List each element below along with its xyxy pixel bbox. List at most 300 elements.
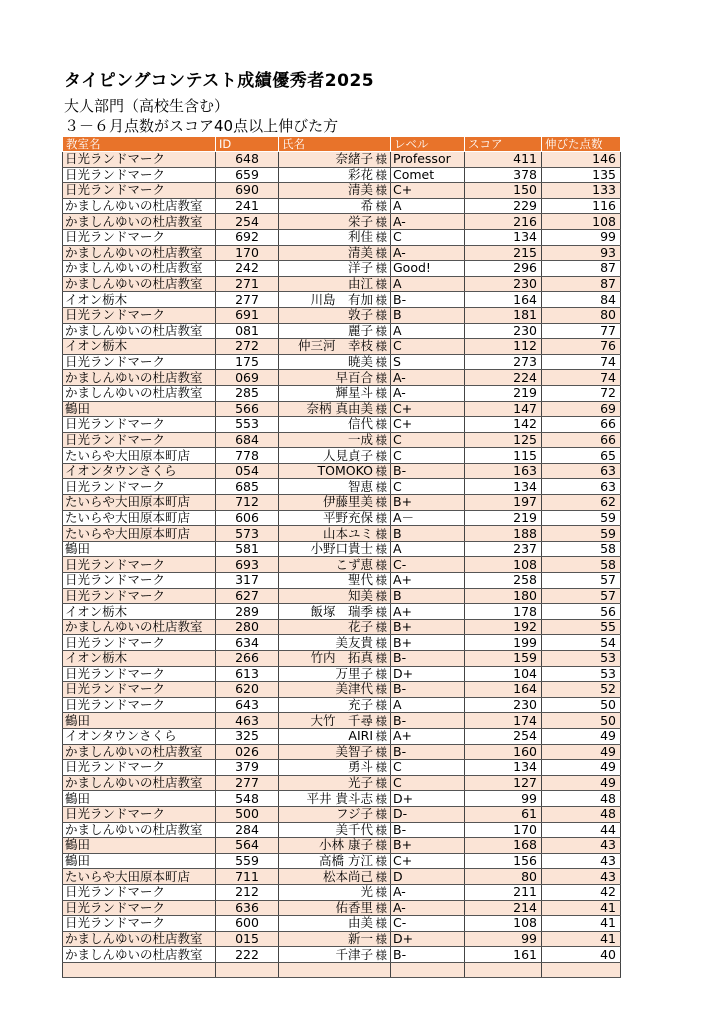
cell-gain: 84	[542, 292, 621, 308]
person-name: 伊藤里美	[322, 494, 373, 510]
honorific: 様	[375, 854, 387, 869]
cell-name	[279, 261, 391, 277]
cell-name	[279, 838, 391, 854]
cell-gain: 135	[542, 167, 621, 183]
cell-level: A	[391, 198, 465, 214]
cell-gain: 43	[542, 853, 621, 869]
table-row	[63, 495, 621, 511]
cell-id: 553	[216, 417, 279, 433]
cell-gain: 58	[542, 541, 621, 557]
cell-score: 108	[465, 916, 542, 932]
cell-school: 日光ランドマーク	[63, 666, 216, 682]
cell-level: B-	[391, 744, 465, 760]
cell-level: Professor	[391, 152, 465, 168]
cell-score: 215	[465, 245, 542, 261]
cell-id: 685	[216, 479, 279, 495]
cell-level: A-	[391, 900, 465, 916]
cell-school: 日光ランドマーク	[63, 760, 216, 776]
cell-school: 日光ランドマーク	[63, 432, 216, 448]
cell-name	[279, 791, 391, 807]
cell-id: 379	[216, 760, 279, 776]
cell-school: かましんゆいの杜店教室	[63, 276, 216, 292]
table-row	[63, 229, 621, 245]
cell-score: 99	[465, 791, 542, 807]
cell-score: 112	[465, 339, 542, 355]
cell-gain: 53	[542, 651, 621, 667]
cell-score: 229	[465, 198, 542, 214]
cell-score: 99	[465, 931, 542, 947]
table-row	[63, 276, 621, 292]
cell-id: 081	[216, 323, 279, 339]
cell-score: 219	[465, 510, 542, 526]
cell-score: 164	[465, 292, 542, 308]
cell-score: 219	[465, 385, 542, 401]
person-name: 花子	[347, 619, 373, 635]
cell-gain: 52	[542, 682, 621, 698]
table-row-empty	[63, 962, 621, 978]
cell-school: 日光ランドマーク	[63, 183, 216, 199]
cell-level: B-	[391, 822, 465, 838]
person-name: 竹内 拓真	[310, 650, 373, 666]
honorific: 様	[375, 526, 387, 541]
person-name: 奈緒子	[335, 151, 373, 167]
cell-gain: 66	[542, 432, 621, 448]
header-id: ID	[216, 137, 279, 152]
cell-score: 134	[465, 760, 542, 776]
cell-name	[279, 588, 391, 604]
cell-score: 378	[465, 167, 542, 183]
cell-school: たいらや大田原本町店	[63, 448, 216, 464]
cell-school: 鶴田	[63, 401, 216, 417]
cell-level: B	[391, 526, 465, 542]
table-row	[63, 651, 621, 667]
table-row	[63, 869, 621, 885]
table-row	[63, 853, 621, 869]
person-name: 飯塚 瑞季	[310, 603, 373, 619]
cell-school: かましんゆいの杜店教室	[63, 198, 216, 214]
honorific: 様	[375, 791, 387, 806]
cell-name	[279, 339, 391, 355]
cell-id: 266	[216, 651, 279, 667]
person-name: 輝星斗	[335, 385, 373, 401]
cell-gain: 146	[542, 152, 621, 168]
cell-gain: 65	[542, 448, 621, 464]
cell-score: 273	[465, 354, 542, 370]
honorific: 様	[375, 900, 387, 915]
cell-level: B+	[391, 635, 465, 651]
honorific: 様	[375, 838, 387, 853]
cell-id: 692	[216, 229, 279, 245]
cell-name	[279, 198, 391, 214]
cell-school: 日光ランドマーク	[63, 697, 216, 713]
cell-id: 693	[216, 557, 279, 573]
table-row	[63, 417, 621, 433]
cell-gain: 74	[542, 354, 621, 370]
cell-score: 411	[465, 152, 542, 168]
cell-name	[279, 152, 391, 168]
table-row	[63, 916, 621, 932]
person-name: 光子	[347, 775, 373, 791]
cell-school: 鶴田	[63, 838, 216, 854]
table-row	[63, 635, 621, 651]
cell-school: 日光ランドマーク	[63, 806, 216, 822]
cell-school: イオン栃木	[63, 292, 216, 308]
cell-school: 日光ランドマーク	[63, 573, 216, 589]
table-row	[63, 261, 621, 277]
table-row	[63, 947, 621, 963]
honorific: 様	[375, 245, 387, 260]
cell-gain: 44	[542, 822, 621, 838]
cell-school: イオン栃木	[63, 604, 216, 620]
cell-level: A-	[391, 245, 465, 261]
cell-gain: 42	[542, 884, 621, 900]
header-school: 教室名	[63, 137, 216, 152]
table-row	[63, 152, 621, 168]
table-row	[63, 385, 621, 401]
cell-id: 222	[216, 947, 279, 963]
cell-gain: 49	[542, 744, 621, 760]
cell-id: 691	[216, 307, 279, 323]
cell-id: 643	[216, 697, 279, 713]
cell-name	[279, 541, 391, 557]
person-name: 智恵	[347, 478, 373, 494]
cell-gain: 41	[542, 931, 621, 947]
person-name: 希	[360, 198, 373, 214]
honorific: 様	[375, 869, 387, 884]
table-row	[63, 775, 621, 791]
cell-gain: 87	[542, 261, 621, 277]
honorific: 様	[375, 323, 387, 338]
cell-name	[279, 666, 391, 682]
cell-score: 170	[465, 822, 542, 838]
cell-gain: 62	[542, 495, 621, 511]
table-row	[63, 900, 621, 916]
table-row	[63, 541, 621, 557]
person-name: 千津子	[335, 946, 373, 962]
person-name: 洋子	[347, 260, 373, 276]
person-name: 大竹 千尋	[310, 712, 373, 728]
cell-gain: 48	[542, 791, 621, 807]
cell-level: B	[391, 588, 465, 604]
criteria-subtitle: ３－６月点数がスコア40点以上伸びた方	[64, 117, 339, 135]
cell-name	[279, 619, 391, 635]
person-name: 栄子	[347, 213, 373, 229]
cell-gain: 43	[542, 838, 621, 854]
table-row	[63, 526, 621, 542]
honorific: 様	[375, 651, 387, 666]
person-name: 新一	[347, 931, 373, 946]
cell-id: 684	[216, 432, 279, 448]
cell-score: 108	[465, 557, 542, 573]
cell-gain: 40	[542, 947, 621, 963]
cell-name	[279, 307, 391, 323]
person-name: 知美	[347, 588, 373, 603]
cell-level: A+	[391, 573, 465, 589]
cell-level: A	[391, 323, 465, 339]
person-name: 平野充保	[322, 510, 373, 525]
cell-id: 613	[216, 666, 279, 682]
cell-score: 127	[465, 775, 542, 791]
table-row	[63, 354, 621, 370]
empty-cell	[63, 962, 216, 978]
table-row	[63, 619, 621, 635]
cell-name	[279, 385, 391, 401]
cell-school: かましんゆいの杜店教室	[63, 822, 216, 838]
cell-level: C	[391, 229, 465, 245]
person-name: 麗子	[347, 323, 373, 338]
honorific: 様	[375, 713, 387, 728]
table-row	[63, 806, 621, 822]
cell-gain: 72	[542, 385, 621, 401]
honorific: 様	[375, 510, 387, 525]
honorific: 様	[375, 807, 387, 822]
results-table	[62, 136, 621, 978]
cell-score: 174	[465, 713, 542, 729]
cell-id: 015	[216, 931, 279, 947]
cell-level: A-	[391, 370, 465, 386]
cell-id: 284	[216, 822, 279, 838]
cell-score: 160	[465, 744, 542, 760]
cell-gain: 80	[542, 307, 621, 323]
honorific: 様	[375, 386, 387, 401]
honorific: 様	[375, 542, 387, 557]
table-row	[63, 931, 621, 947]
cell-school: 鶴田	[63, 791, 216, 807]
cell-score: 216	[465, 214, 542, 230]
cell-gain: 116	[542, 198, 621, 214]
cell-score: 142	[465, 417, 542, 433]
cell-name	[279, 775, 391, 791]
cell-gain: 49	[542, 775, 621, 791]
cell-level: B+	[391, 619, 465, 635]
cell-name	[279, 370, 391, 386]
cell-id: 606	[216, 510, 279, 526]
cell-level: C	[391, 432, 465, 448]
cell-gain: 41	[542, 900, 621, 916]
cell-level: C-	[391, 916, 465, 932]
cell-level: C	[391, 448, 465, 464]
cell-level: A-	[391, 214, 465, 230]
honorific: 様	[375, 261, 387, 276]
cell-name	[279, 510, 391, 526]
cell-gain: 74	[542, 370, 621, 386]
cell-id: 564	[216, 838, 279, 854]
cell-gain: 57	[542, 573, 621, 589]
cell-id: 175	[216, 354, 279, 370]
cell-score: 104	[465, 666, 542, 682]
person-name: 敦子	[347, 307, 373, 323]
honorific: 様	[375, 432, 387, 447]
cell-score: 178	[465, 604, 542, 620]
cell-level: A-	[391, 884, 465, 900]
cell-id: 778	[216, 448, 279, 464]
table-row	[63, 307, 621, 323]
cell-score: 134	[465, 479, 542, 495]
cell-id: 280	[216, 619, 279, 635]
person-name: 美友貴	[335, 634, 373, 650]
table-row	[63, 463, 621, 479]
table-row	[63, 432, 621, 448]
person-name: 充子	[347, 697, 373, 713]
person-name: 佑香里	[335, 900, 373, 915]
cell-id: 212	[216, 884, 279, 900]
person-name: 勇斗	[347, 759, 373, 775]
cell-score: 199	[465, 635, 542, 651]
cell-school: 日光ランドマーク	[63, 557, 216, 573]
cell-school: かましんゆいの杜店教室	[63, 619, 216, 635]
cell-school: かましんゆいの杜店教室	[63, 744, 216, 760]
person-name: 清美	[347, 182, 373, 198]
cell-level: A+	[391, 604, 465, 620]
cell-level: C	[391, 339, 465, 355]
cell-id: 620	[216, 682, 279, 698]
table-row	[63, 323, 621, 339]
cell-gain: 59	[542, 526, 621, 542]
cell-school: たいらや大田原本町店	[63, 869, 216, 885]
person-name: 一成	[347, 432, 373, 447]
cell-name	[279, 245, 391, 261]
cell-id: 054	[216, 463, 279, 479]
cell-level: C+	[391, 183, 465, 199]
cell-gain: 56	[542, 604, 621, 620]
cell-score: 197	[465, 495, 542, 511]
person-name: 小林 康子	[319, 837, 373, 853]
honorific: 様	[375, 355, 387, 370]
person-name: 人見貞子	[322, 447, 373, 463]
cell-name	[279, 292, 391, 308]
cell-level: A	[391, 541, 465, 557]
cell-name	[279, 401, 391, 417]
person-name: 奈柄 真由美	[306, 401, 373, 416]
table-row	[63, 214, 621, 230]
honorific: 様	[375, 822, 387, 837]
cell-school: イオンタウンさくら	[63, 728, 216, 744]
table-row	[63, 198, 621, 214]
cell-school: かましんゆいの杜店教室	[63, 947, 216, 963]
cell-school: かましんゆいの杜店教室	[63, 214, 216, 230]
cell-school: かましんゆいの杜店教室	[63, 385, 216, 401]
cell-level: D+	[391, 666, 465, 682]
cell-level: A－	[391, 510, 465, 526]
person-name: 清美	[347, 245, 373, 260]
cell-school: 日光ランドマーク	[63, 588, 216, 604]
header-score: スコア	[465, 137, 542, 152]
cell-school: 日光ランドマーク	[63, 635, 216, 651]
cell-id: 500	[216, 806, 279, 822]
cell-score: 224	[465, 370, 542, 386]
cell-id: 325	[216, 728, 279, 744]
cell-level: B	[391, 307, 465, 323]
person-name: 川島 有加	[310, 291, 373, 307]
cell-school: 日光ランドマーク	[63, 417, 216, 433]
honorific: 様	[375, 479, 387, 494]
cell-id: 548	[216, 791, 279, 807]
cell-gain: 57	[542, 588, 621, 604]
cell-name	[279, 479, 391, 495]
cell-id: 242	[216, 261, 279, 277]
cell-name	[279, 229, 391, 245]
person-name: 美千代	[335, 822, 373, 837]
cell-level: Comet	[391, 167, 465, 183]
honorific: 様	[375, 729, 387, 744]
honorific: 様	[375, 885, 387, 900]
cell-gain: 50	[542, 697, 621, 713]
cell-name	[279, 432, 391, 448]
cell-school: 鶴田	[63, 853, 216, 869]
cell-school: 日光ランドマーク	[63, 229, 216, 245]
cell-level: C+	[391, 853, 465, 869]
table-row	[63, 167, 621, 183]
honorific: 様	[375, 744, 387, 759]
cell-name	[279, 463, 391, 479]
person-name: 由江	[347, 276, 373, 292]
table-row	[63, 292, 621, 308]
cell-score: 164	[465, 682, 542, 698]
cell-score: 150	[465, 183, 542, 199]
cell-id: 170	[216, 245, 279, 261]
cell-name	[279, 604, 391, 620]
cell-gain: 63	[542, 463, 621, 479]
cell-name	[279, 682, 391, 698]
cell-name	[279, 713, 391, 729]
cell-gain: 133	[542, 183, 621, 199]
cell-level: B-	[391, 463, 465, 479]
table-row	[63, 557, 621, 573]
cell-school: 日光ランドマーク	[63, 479, 216, 495]
cell-name	[279, 931, 391, 947]
cell-name	[279, 822, 391, 838]
cell-gain: 50	[542, 713, 621, 729]
cell-school: 鶴田	[63, 541, 216, 557]
table-header-row	[63, 137, 621, 152]
cell-id: 559	[216, 853, 279, 869]
person-name: 光	[360, 884, 373, 900]
cell-gain: 63	[542, 479, 621, 495]
cell-id: 627	[216, 588, 279, 604]
person-name: 彩花	[347, 167, 373, 182]
cell-score: 134	[465, 229, 542, 245]
cell-school: かましんゆいの杜店教室	[63, 245, 216, 261]
cell-school: かましんゆいの杜店教室	[63, 931, 216, 947]
honorific: 様	[375, 495, 387, 510]
person-name: こず恵	[335, 556, 373, 572]
cell-level: C	[391, 775, 465, 791]
cell-name	[279, 183, 391, 199]
cell-name	[279, 573, 391, 589]
cell-level: A	[391, 276, 465, 292]
honorific: 様	[375, 292, 387, 307]
cell-id: 636	[216, 900, 279, 916]
cell-score: 254	[465, 728, 542, 744]
cell-score: 192	[465, 619, 542, 635]
cell-gain: 54	[542, 635, 621, 651]
honorific: 様	[375, 682, 387, 697]
cell-level: B-	[391, 292, 465, 308]
table-row	[63, 744, 621, 760]
cell-school: 日光ランドマーク	[63, 916, 216, 932]
cell-score: 80	[465, 869, 542, 885]
table-body	[63, 152, 621, 978]
cell-score: 258	[465, 573, 542, 589]
cell-score: 230	[465, 697, 542, 713]
cell-score: 161	[465, 947, 542, 963]
cell-id: 581	[216, 541, 279, 557]
person-name: 小野口貴士	[310, 541, 373, 557]
header-level: レベル	[391, 137, 465, 152]
cell-level: C+	[391, 417, 465, 433]
cell-level: B-	[391, 682, 465, 698]
cell-school: イオン栃木	[63, 339, 216, 355]
